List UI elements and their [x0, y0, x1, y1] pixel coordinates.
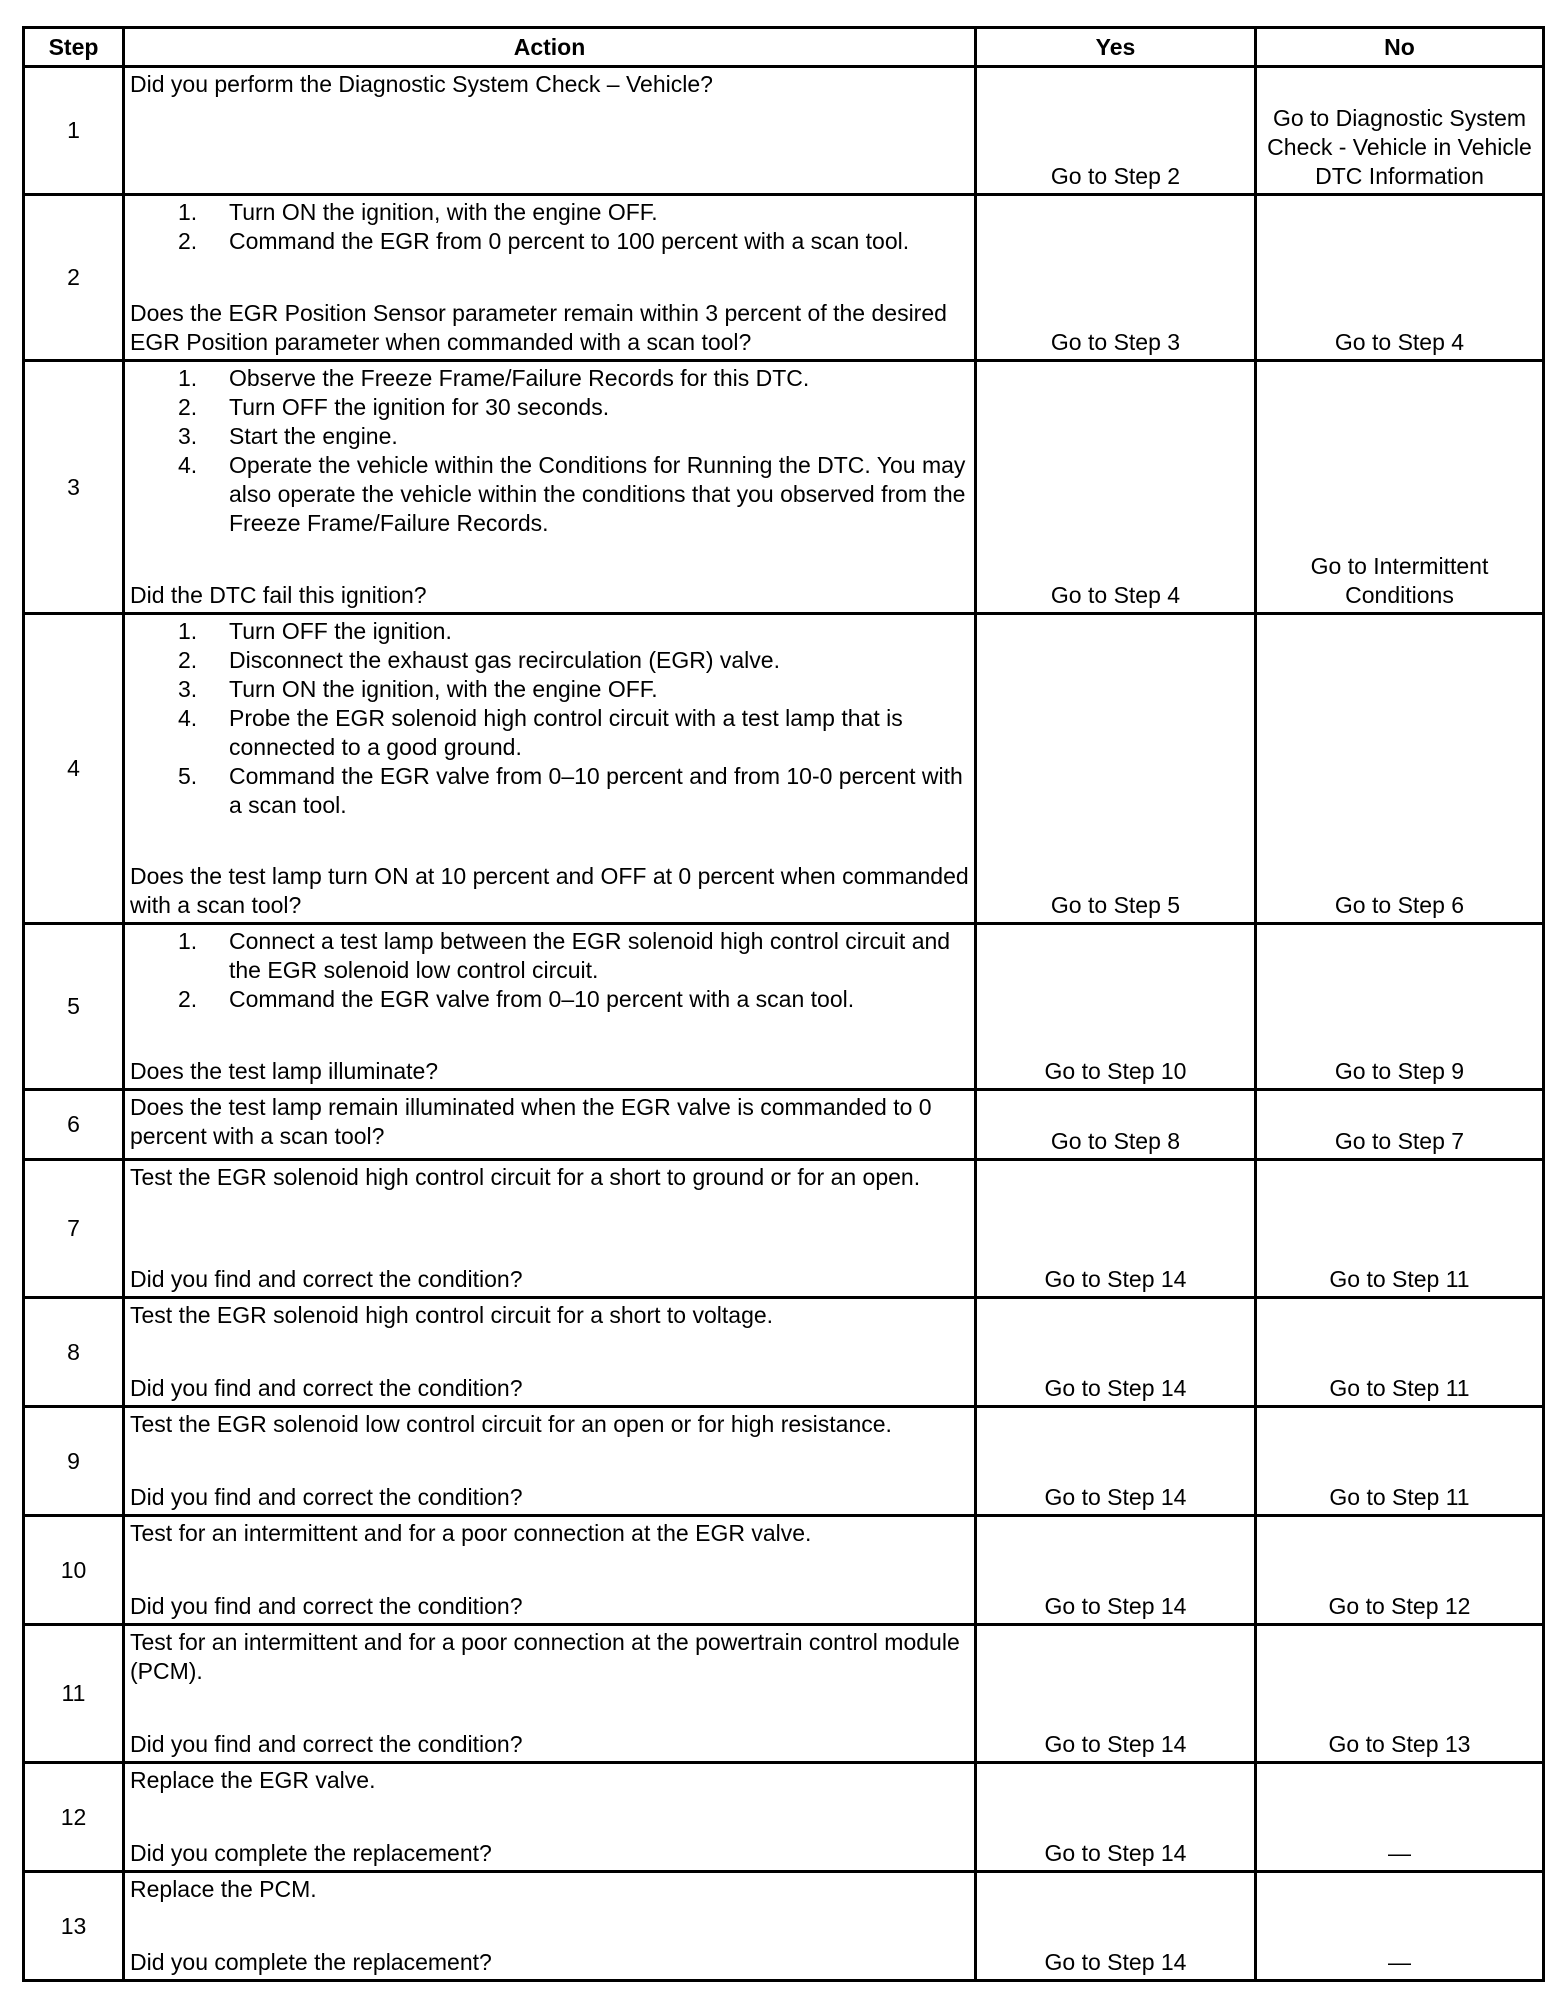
- step-number: 1: [24, 67, 124, 195]
- procedure-step-text: Observe the Freeze Frame/Failure Records for this DTC.: [229, 365, 810, 391]
- no-outcome: Go to Step 11: [1256, 1298, 1544, 1407]
- procedure-step-text: Turn OFF the ignition.: [229, 618, 452, 644]
- action-question: Did you find and correct the condition?: [130, 1266, 523, 1292]
- step-number: 2: [24, 195, 124, 361]
- procedure-step-number: 2.: [178, 647, 198, 673]
- action-question: Does the test lamp illuminate?: [130, 1058, 439, 1084]
- no-outcome: Go to Step 9: [1256, 924, 1544, 1090]
- action-cell: [124, 1090, 976, 1160]
- no-outcome: Go to Step 13: [1256, 1625, 1544, 1763]
- action-question: Does the test lamp remain illuminated when the EGR valve is commanded to 0 percent with a scan tool?: [130, 1094, 932, 1149]
- action-question: Did you find and correct the condition?: [130, 1375, 523, 1401]
- procedure-step-text: Start the engine.: [229, 423, 398, 449]
- table-row: [24, 67, 1544, 195]
- diagnostic-table: [22, 26, 1545, 1982]
- step-number: 11: [24, 1625, 124, 1763]
- action-cell: [124, 195, 976, 361]
- no-outcome: —: [1256, 1872, 1544, 1981]
- action-question: Did you find and correct the condition?: [130, 1593, 523, 1619]
- header-no: No: [1256, 28, 1544, 67]
- procedure-step: [130, 393, 970, 422]
- procedure-step-text: Probe the EGR solenoid high control circuit with a test lamp that is connected to a good ground.: [229, 705, 903, 760]
- yes-outcome: Go to Step 5: [976, 614, 1256, 924]
- action-question: Does the EGR Position Sensor parameter remain within 3 percent of the desired EGR Position parameter when commanded with a scan tool?: [130, 300, 947, 355]
- action-question: Did you complete the replacement?: [130, 1840, 492, 1866]
- action-question: Does the test lamp turn ON at 10 percent and OFF at 0 percent when commanded with a scan tool?: [130, 863, 969, 918]
- procedure-step: [130, 227, 970, 256]
- procedure-step: [130, 422, 970, 451]
- procedure-step-text: Operate the vehicle within the Conditions for Running the DTC. You may also operate the vehicle within the conditions that you observed from the Freeze Frame/Failure Records.: [229, 452, 966, 536]
- action-question: Did the DTC fail this ignition?: [130, 582, 427, 608]
- action-cell: [124, 1407, 976, 1516]
- table-row: [24, 1763, 1544, 1872]
- procedure-step: [130, 646, 970, 675]
- action-cell: [124, 1160, 976, 1298]
- table-row: [24, 195, 1544, 361]
- action-instruction: Test for an intermittent and for a poor connection at the powertrain control module (PCM).: [130, 1629, 960, 1684]
- procedure-step: [130, 675, 970, 704]
- table-row: [24, 1090, 1544, 1160]
- no-outcome: Go to Step 7: [1256, 1090, 1544, 1160]
- yes-outcome: Go to Step 14: [976, 1625, 1256, 1763]
- procedure-step: [130, 762, 970, 820]
- procedure-step: [130, 451, 970, 538]
- procedure-step: [130, 617, 970, 646]
- action-instruction: Replace the PCM.: [130, 1876, 317, 1902]
- procedure-step-number: 4.: [178, 705, 198, 731]
- step-number: 13: [24, 1872, 124, 1981]
- yes-outcome: Go to Step 14: [976, 1872, 1256, 1981]
- procedure-step-text: Turn OFF the ignition for 30 seconds.: [229, 394, 610, 420]
- step-number: 7: [24, 1160, 124, 1298]
- procedure-step: [130, 985, 970, 1014]
- action-question: Did you perform the Diagnostic System Check – Vehicle?: [130, 71, 713, 97]
- procedure-step: [130, 704, 970, 762]
- yes-outcome: Go to Step 4: [976, 361, 1256, 614]
- yes-outcome: Go to Step 10: [976, 924, 1256, 1090]
- yes-outcome: Go to Step 14: [976, 1407, 1256, 1516]
- action-instruction: Test the EGR solenoid high control circuit for a short to ground or for an open.: [130, 1164, 921, 1190]
- no-outcome: Go to Step 6: [1256, 614, 1544, 924]
- step-number: 12: [24, 1763, 124, 1872]
- yes-outcome: Go to Step 14: [976, 1516, 1256, 1625]
- procedure-list: [130, 364, 970, 538]
- procedure-step-number: 2.: [178, 394, 198, 420]
- procedure-step-number: 1.: [178, 365, 198, 391]
- procedure-step-number: 5.: [178, 763, 198, 789]
- step-number: 5: [24, 924, 124, 1090]
- procedure-step-number: 3.: [178, 676, 198, 702]
- header-action: Action: [124, 28, 976, 67]
- step-number: 8: [24, 1298, 124, 1407]
- action-cell: [124, 1298, 976, 1407]
- procedure-step-number: 2.: [178, 986, 198, 1012]
- step-number: 6: [24, 1090, 124, 1160]
- procedure-step-text: Connect a test lamp between the EGR solenoid high control circuit and the EGR solenoid low control circuit.: [229, 928, 951, 983]
- step-number: 3: [24, 361, 124, 614]
- action-question: Did you find and correct the condition?: [130, 1731, 523, 1757]
- action-cell: [124, 1763, 976, 1872]
- action-cell: [124, 1625, 976, 1763]
- step-number: 4: [24, 614, 124, 924]
- yes-outcome: Go to Step 8: [976, 1090, 1256, 1160]
- procedure-step-number: 1.: [178, 928, 198, 954]
- table-row: [24, 1298, 1544, 1407]
- no-outcome: Go to Step 11: [1256, 1407, 1544, 1516]
- procedure-step-number: 1.: [178, 618, 198, 644]
- procedure-step-number: 3.: [178, 423, 198, 449]
- action-cell: [124, 361, 976, 614]
- no-outcome: Go to Step 11: [1256, 1160, 1544, 1298]
- action-question: Did you find and correct the condition?: [130, 1484, 523, 1510]
- procedure-list: [130, 198, 970, 256]
- procedure-step-text: Disconnect the exhaust gas recirculation (EGR) valve.: [229, 647, 780, 673]
- action-cell: [124, 614, 976, 924]
- no-outcome: Go to Intermittent Conditions: [1256, 361, 1544, 614]
- procedure-step-text: Command the EGR from 0 percent to 100 percent with a scan tool.: [229, 228, 910, 254]
- procedure-step-text: Turn ON the ignition, with the engine OFF.: [229, 199, 658, 225]
- no-outcome: —: [1256, 1763, 1544, 1872]
- procedure-step-text: Command the EGR valve from 0–10 percent and from 10-0 percent with a scan tool.: [229, 763, 963, 818]
- procedure-step: [130, 364, 970, 393]
- procedure-list: [130, 617, 970, 820]
- no-outcome: Go to Diagnostic System Check - Vehicle in Vehicle DTC Information: [1256, 67, 1544, 195]
- procedure-list: [130, 927, 970, 1014]
- procedure-step: [130, 198, 970, 227]
- yes-outcome: Go to Step 14: [976, 1763, 1256, 1872]
- procedure-step-number: 4.: [178, 452, 198, 478]
- table-row: [24, 1625, 1544, 1763]
- action-cell: [124, 1872, 976, 1981]
- table-row: [24, 1516, 1544, 1625]
- table-row: [24, 924, 1544, 1090]
- action-instruction: Test the EGR solenoid low control circuit for an open or for high resistance.: [130, 1411, 892, 1437]
- procedure-step-text: Command the EGR valve from 0–10 percent with a scan tool.: [229, 986, 855, 1012]
- procedure-step-text: Turn ON the ignition, with the engine OFF.: [229, 676, 658, 702]
- header-step: Step: [24, 28, 124, 67]
- step-number: 10: [24, 1516, 124, 1625]
- table-row: [24, 1407, 1544, 1516]
- yes-outcome: Go to Step 3: [976, 195, 1256, 361]
- action-cell: [124, 67, 976, 195]
- action-question: Did you complete the replacement?: [130, 1949, 492, 1975]
- action-cell: [124, 924, 976, 1090]
- action-instruction: Replace the EGR valve.: [130, 1767, 376, 1793]
- table-row: [24, 361, 1544, 614]
- action-instruction: Test the EGR solenoid high control circuit for a short to voltage.: [130, 1302, 774, 1328]
- header-yes: Yes: [976, 28, 1256, 67]
- yes-outcome: Go to Step 14: [976, 1298, 1256, 1407]
- table-row: [24, 1872, 1544, 1981]
- action-instruction: Test for an intermittent and for a poor connection at the EGR valve.: [130, 1520, 812, 1546]
- yes-outcome: Go to Step 14: [976, 1160, 1256, 1298]
- header-row: [24, 28, 1544, 67]
- action-cell: [124, 1516, 976, 1625]
- procedure-step-number: 1.: [178, 199, 198, 225]
- step-number: 9: [24, 1407, 124, 1516]
- table-row: [24, 614, 1544, 924]
- procedure-step-number: 2.: [178, 228, 198, 254]
- no-outcome: Go to Step 12: [1256, 1516, 1544, 1625]
- no-outcome: Go to Step 4: [1256, 195, 1544, 361]
- yes-outcome: Go to Step 2: [976, 67, 1256, 195]
- procedure-step: [130, 927, 970, 985]
- table-row: [24, 1160, 1544, 1298]
